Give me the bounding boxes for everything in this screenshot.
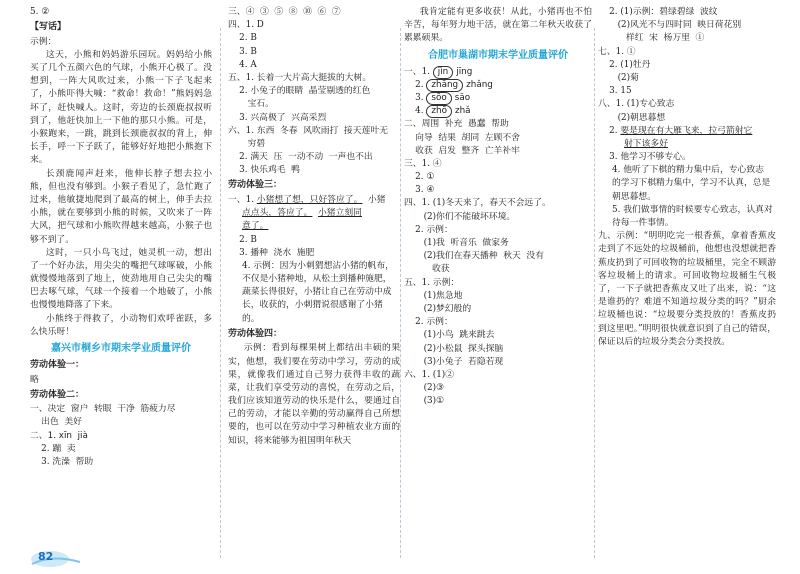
answer-line: (1)小鸟 跳来跳去 [404, 330, 495, 341]
question-number: 3. [404, 92, 427, 103]
section-title: 合肥市巢湖市期末学业质量评价 [428, 49, 568, 61]
answer-paragraph: 的学习下棋精力集中，学习不认真，总是朝思暮想。 [612, 178, 771, 202]
answer-line: 三、④ ③ ⑤ ⑧ ⑩ ⑥ ⑦ [228, 7, 341, 17]
story-paragraph: 这天，小熊和妈妈游乐园玩。妈妈给小熊买了几个五颜六色的气球，小熊开心极了。没想到，一阵大风吹过来，小熊一下子飞起来了，小熊吓得大喊：“救命！救命！”熊妈妈急坏了，赶快喊人。这时，旁边的长颈鹿叔叔听到了，他赶快加上一下他的那只小熊。可是，小猴跑来，一跳，跳到长颈鹿叔叔的背上，伸长手，呼一下子跃了，能够好好地把小熊抱下来。 [30, 49, 212, 166]
circled-pinyin: zhāng [426, 79, 463, 92]
pinyin-option: jīng [456, 66, 473, 77]
question-number: 一、1. [404, 66, 433, 77]
labor-title: 劳动体验一： [30, 360, 85, 370]
pinyin-option: sāo [454, 92, 471, 103]
answer-line: 收获 [404, 264, 450, 275]
answer-line: (2)我们在春天播种 秋天 没有 [404, 251, 544, 262]
answer-line: 3. 快乐鸡毛 鸭 [228, 165, 300, 176]
circled-pinyin: jìn [433, 66, 453, 79]
answer-line: 2. B [228, 234, 257, 245]
answer-line: 二、周围 补充 愚蠢 帮助 [404, 119, 509, 130]
answer-line: 4. A [228, 59, 257, 70]
answer-line: 3. ④ [404, 185, 435, 196]
answer-line: 3. 兴高极了 兴高采烈 [228, 112, 327, 123]
answer-line: (1)我 听音乐 做家务 [404, 238, 509, 248]
answer-line: (2)你们不能破坏环境。 [404, 211, 516, 222]
answer-line: 5. ② [30, 7, 50, 17]
answer-line: 2. 示例： [404, 317, 453, 328]
answer-line: 2. (1)牡丹 [598, 59, 651, 70]
answer-line: 3. 播种 浇水 施肥 [228, 247, 315, 258]
answer-line [228, 194, 400, 207]
circled-pinyin: zhō [426, 105, 452, 118]
answer-paragraph: 九、示例：“明明吃完一根香蕉，拿着香蕉皮走到了不远处的垃圾桶前，他想也没想就把香蕉皮扔到了可回收物的垃圾桶里，完全不顾游客垃圾桶上的请求。可回收物垃圾桶生气极了，一下子就把香蕉皮又吐了出来，说：“这是谁扔的？难道不知道垃圾分类的吗？”厨余垃圾桶也说：“垃圾要分类投放的！香蕉皮扔到这里吧。”明明很快就意识到了自己的错误，保证以后的垃圾分类会分类投放。 [598, 231, 776, 347]
answer-paragraph: 我肯定能有更多收获！从此，小猪再也不怕辛苦，每年努力地干活，就在第二年秋天收获了累累硕果。 [404, 7, 592, 44]
answer-line: 穷碧 [228, 138, 266, 149]
pinyin-line [404, 79, 592, 92]
pinyin-option: zhǎng [466, 79, 493, 90]
labor-title: 劳动体验三： [228, 180, 283, 191]
column-divider [400, 28, 401, 558]
answer-line: 出色 美好 [30, 417, 82, 428]
underlined-answer: 点点头，答应了。 [242, 208, 313, 219]
answer-line [598, 138, 776, 151]
answer-line: 八、1. (1)专心致志 [598, 99, 675, 110]
answer-line: 四、1. (1)冬天来了，春天不会远了。 [404, 198, 551, 209]
question-number: 4. [404, 106, 427, 117]
labor-title: 劳动体验四： [228, 328, 283, 339]
answer-line: 2. ① [404, 172, 435, 183]
answer-line: 四、1. D [228, 20, 264, 31]
answer-line: 略 [30, 374, 39, 385]
answer-line: 五、1. 长着一大片高大挺拔的大树。 [228, 72, 372, 83]
answer-line: 五、1. 示例： [404, 277, 460, 288]
answer-line: 2. B [228, 33, 257, 44]
answer-line: 2. (1)示例：碧绿碧绿 波纹 [598, 7, 718, 17]
answer-line: 2. 小兔子的眼睛 晶莹剔透的红色 [228, 86, 371, 97]
answer-line: 宝石。 [228, 99, 274, 110]
circled-pinyin: sōo [426, 92, 451, 105]
answer-paragraph: 5. 我们做事情的时候要专心致志，认真对待每一件事情。 [612, 204, 773, 228]
answer-paragraph: 4. 他听了下棋的精力集中后，专心致志 [612, 165, 764, 176]
answer-line [598, 125, 776, 138]
pinyin-option: zhǎ [454, 106, 471, 117]
answer-column-4 [598, 6, 776, 349]
answer-line: (1)焦急地 [404, 290, 463, 301]
answer-line: (2)朝思暮想 [598, 112, 666, 123]
answer-line: 收获 启发 整齐 亡羊补牢 [404, 145, 520, 156]
answer-line: 3. B [228, 46, 257, 57]
spacer-text: 小猪 [362, 194, 386, 205]
answer-line: 六、1. 东西 冬春 风吹雨打 接天莲叶无 [228, 125, 388, 136]
answer-line: 3. 他学习不够专心。 [598, 152, 691, 163]
answer-line: (2)小松鼠 探头探脑 [404, 343, 504, 354]
story-paragraph: 这时，一只小鸟飞过，她灵机一动，想出了一个好办法，用尖尖的嘴把气球啄破，小熊就慢慢地落到了地上，使劲地用自己尖尖的嘴巴去啄气球，气球一个接着一个地破了，小熊也慢慢地降落了下来。 [30, 247, 212, 311]
underlined-answer: 要是现在有大雁飞来，拉弓箭射它 [620, 125, 753, 136]
answer-column-1 [30, 6, 212, 469]
example-label: 示例： [30, 36, 57, 47]
answer-line: 3. 15 [598, 86, 632, 97]
underlined-answer: 射下该多好 [624, 138, 668, 149]
column-divider [594, 28, 595, 558]
answer-line: 样红 宋 杨万里 ① [598, 33, 705, 44]
answer-line: (2)风光不与四时同 映日荷花别 [598, 20, 742, 31]
column-divider [220, 28, 221, 558]
answer-line [228, 207, 400, 220]
question-number: 2. [404, 79, 427, 90]
answer-line: 三、1. ④ [404, 158, 442, 169]
pinyin-line [404, 66, 592, 79]
answer-line: 六、1. (1)② [404, 369, 455, 380]
answer-line: 一、决定 窗户 转眼 干净 筋疲力尽 [30, 404, 176, 415]
answer-line: 3. 洗澡 帮助 [30, 456, 94, 467]
pinyin-line [404, 105, 592, 118]
page-number: 82 [38, 550, 54, 563]
underlined-answer: 小猪立刻同 [317, 208, 362, 219]
question-number: 2. [598, 125, 621, 136]
answer-line: 2. 蹦 卖 [30, 443, 76, 454]
underlined-answer: 意了。 [242, 221, 269, 232]
answer-line: 七、1. ① [598, 46, 636, 57]
question-number: 一、1. [228, 194, 257, 205]
answer-line: 二、1. xīn jià [30, 430, 88, 441]
answer-paragraph: 示例：看到每棵果树上都结出丰硕的果实，他想，我们要在劳动中学习，劳动的成果，就像我们通过自己努力获得丰收的蔬菜，让我们享受劳动的喜悦，在劳动之后，我们应该知道劳动的快乐是什么，要通过自己的劳动，才能以辛勤的劳动赢得自己所想要的，也可以在劳动中学习种植农业方面的知识，将来能够为祖国明年秋天 [228, 343, 400, 446]
answer-line: (3)小兔子 若隐若现 [404, 356, 504, 367]
underlined-answer: 小猪想了想，只好答应了。 [256, 194, 363, 205]
answer-line: (2)菊 [598, 72, 639, 83]
answer-line: 2. 满天 压 一动不动 一声也不出 [228, 152, 373, 163]
story-paragraph: 小熊终于得救了，小动物们欢呼雀跃，多么快乐呀！ [30, 313, 212, 337]
answer-line: (2)梦幻般的 [404, 303, 472, 314]
answer-line: (2)③ [404, 383, 444, 394]
answer-line: (3)① [404, 396, 444, 407]
answer-line: 向导 结果 胡同 左顾不舍 [404, 132, 520, 143]
answer-line [228, 220, 400, 233]
labor-title: 劳动体验二： [30, 389, 85, 400]
answer-line: 2. 示例： [404, 224, 453, 235]
page-number-badge [30, 548, 82, 568]
answer-paragraph: 4. 示例：因为小刺猬想沾小猪的帆布，不仅是小猪种地，从松土到播种施肥，蔬菜长得很好，小猪让自己在劳动中成长，收获的，小刺猬说很感谢了小猪的。 [242, 260, 394, 324]
story-paragraph: 长颈鹿闻声赶来，他伸长脖子想去拉小熊，但也没有够到。小猴子看见了，急忙跑了过来，他敏捷地爬到了最高的树上，伸手去拉小熊，就在要够到小熊的时候，又吹来了一阵大风，把气球和小熊吹得越来越高，小猴子也够不到了。 [30, 168, 212, 245]
pinyin-line [404, 92, 592, 105]
section-title: 嘉兴市桐乡市期末学业质量评价 [51, 343, 191, 354]
writing-heading: 【写话】 [30, 22, 67, 33]
answer-column-3 [404, 6, 592, 408]
answer-column-2 [228, 6, 400, 448]
